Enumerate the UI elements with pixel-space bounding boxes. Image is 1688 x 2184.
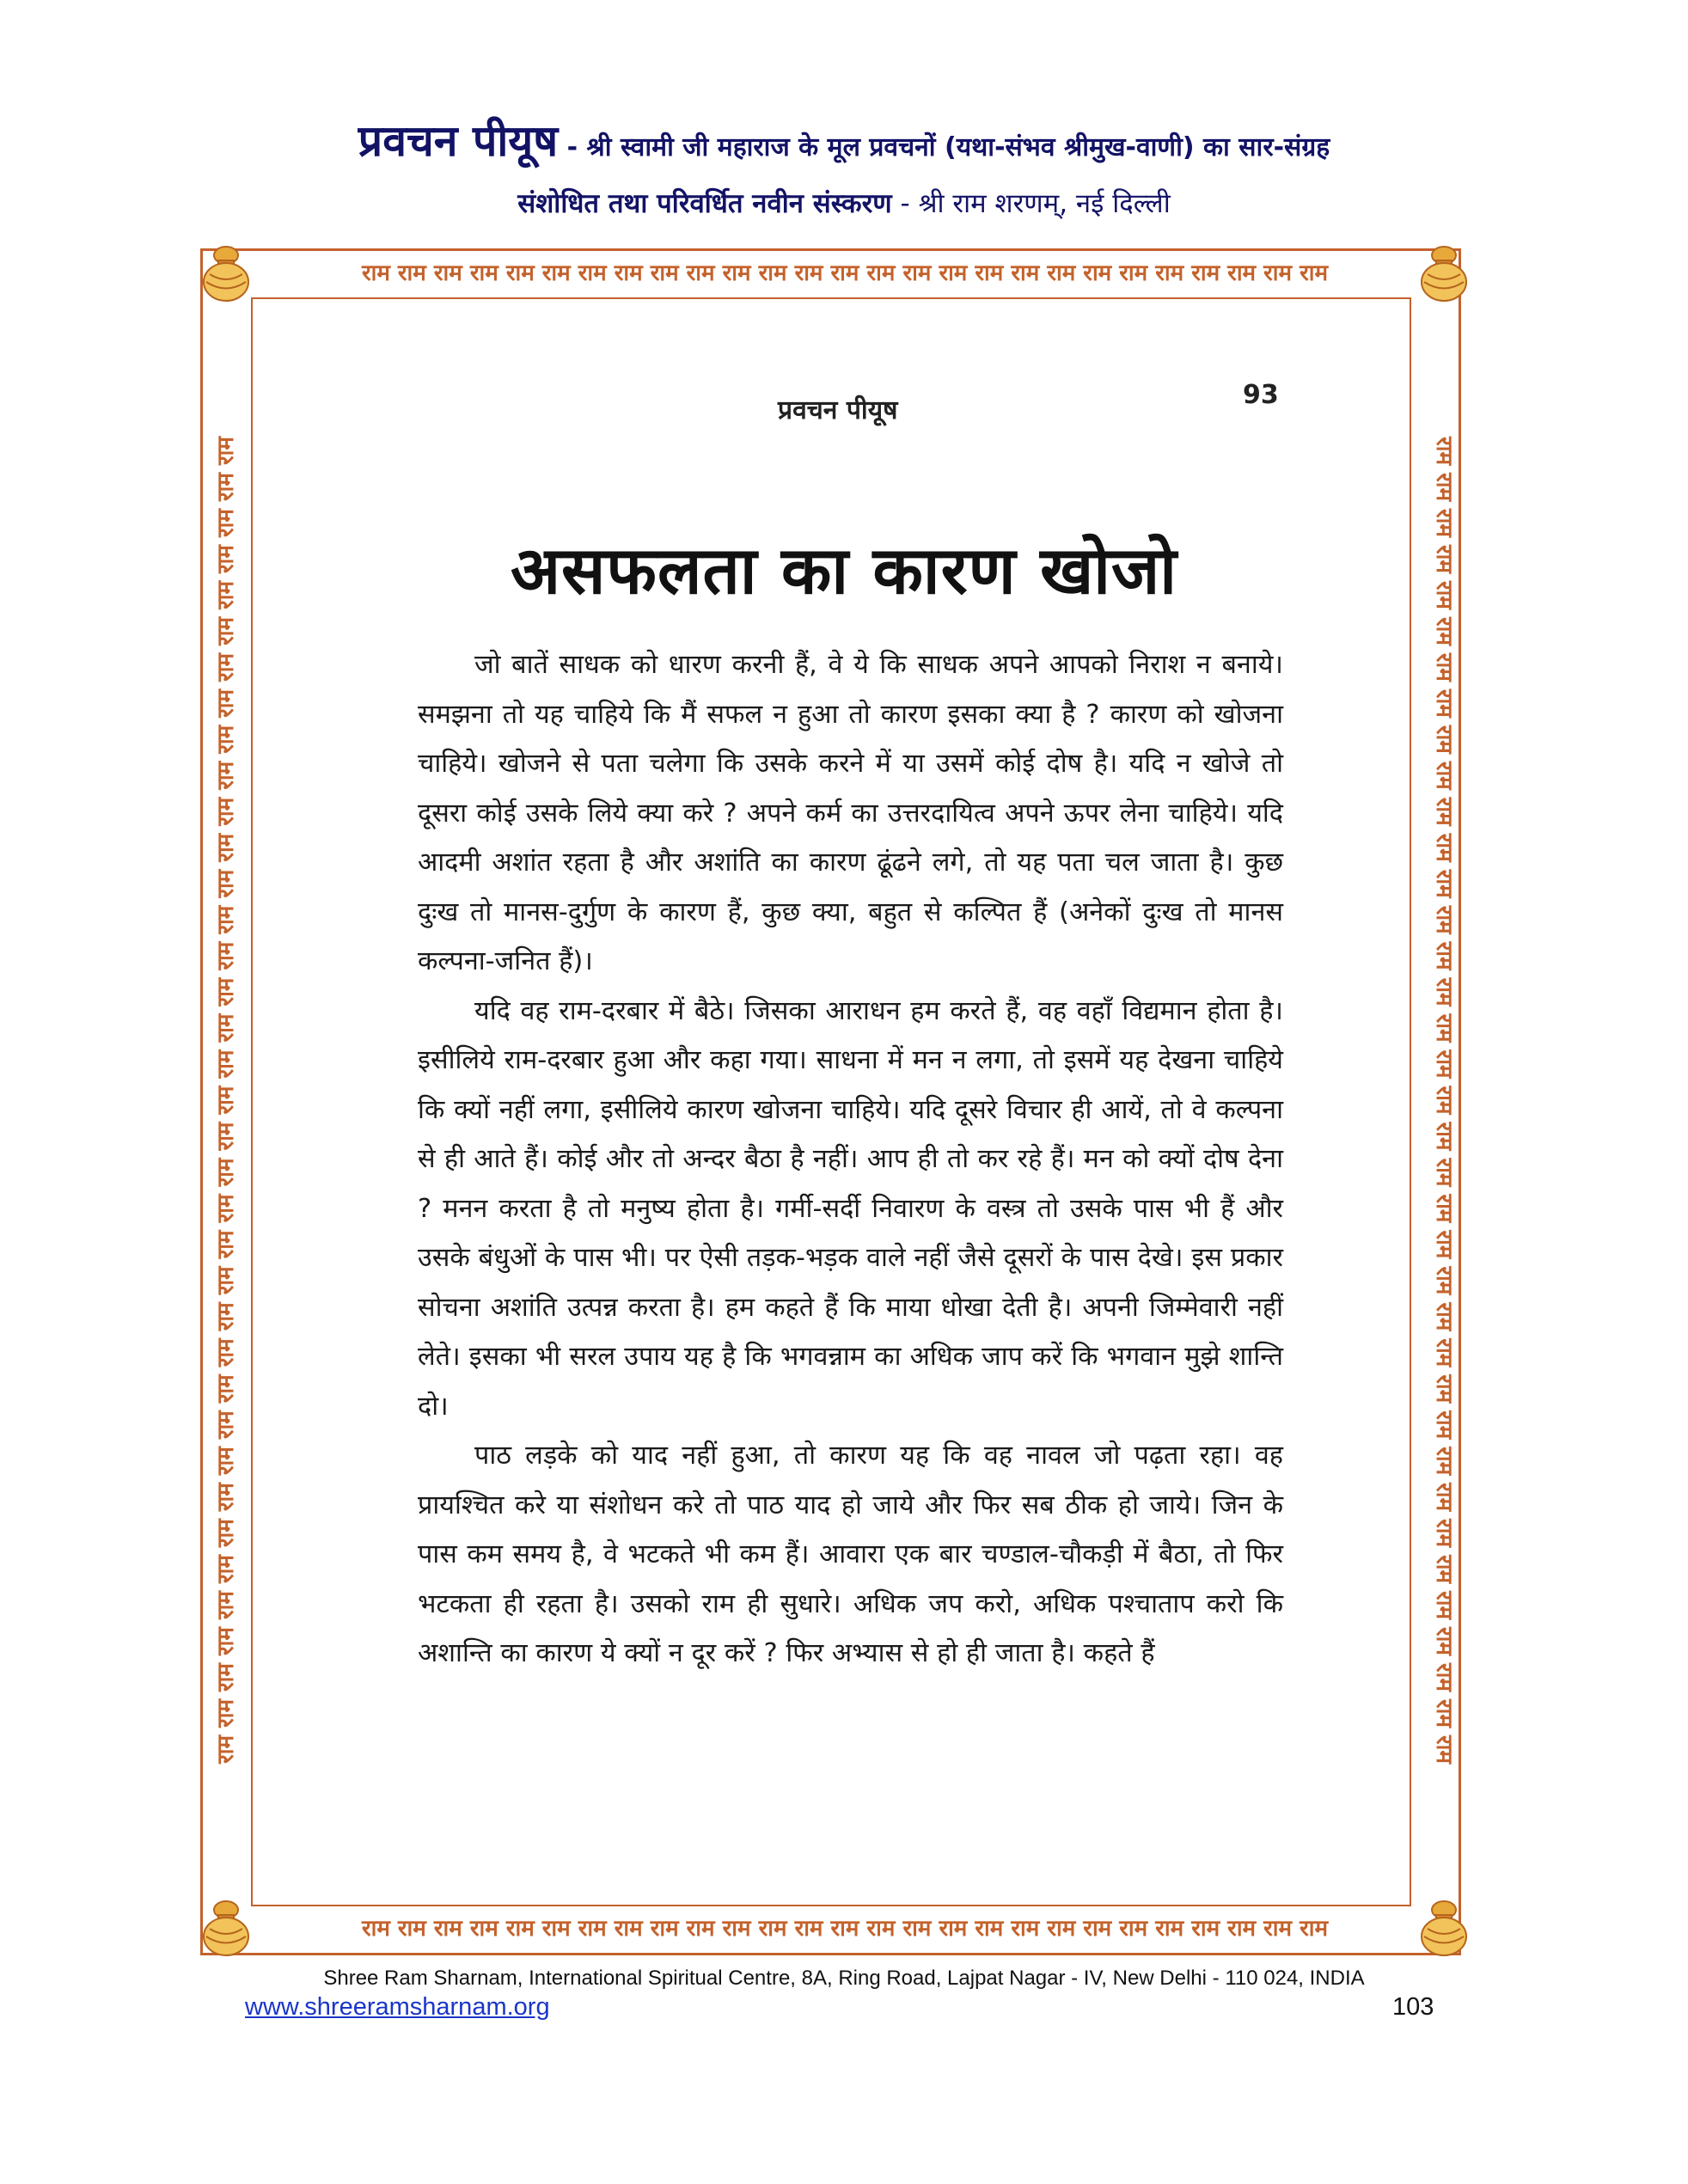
header-subtitle: - श्री स्वामी जी महाराज के मूल प्रवचनों (यथा-संभव श्रीमुख-वाणी) का सार-संग्रह (558, 132, 1330, 162)
book-page-number: 93 (1243, 380, 1279, 410)
kalash-icon (1414, 243, 1474, 305)
body-text (418, 640, 1283, 1679)
border-text-bottom: राम राम राम राम राम राम राम राम राम राम राम राम राम राम राम राम राम राम राम राम राम राम राम राम राम राम राम (361, 1916, 1329, 1942)
border-text-top: राम राम राम राम राम राम राम राम राम राम राम राम राम राम राम राम राम राम राम राम राम राम राम राम राम राम राम (361, 260, 1329, 286)
kalash-icon (1414, 1898, 1474, 1960)
pdf-page-number: 103 (1392, 1993, 1434, 2021)
paragraph: जो बातें साधक को धारण करनी हैं, वे ये कि साधक अपने आपको निराश न बनाये। समझना तो यह चाहिये कि मैं सफल न हुआ तो कारण इसका क्या है ? कारण को खोजना चाहिये। खोजने से पता चलेगा कि उसके करने में या उसमें कोई दोष है। यदि न खोजे तो दूसरा कोई उसके लिये क्या करे ? अपने कर्म का उत्तरदायित्व अपने ऊपर लेना चाहिये। यदि आदमी अशांत रहता है और अशांति का कारण ढूंढने लगे, तो यह पता चल जाता है। कुछ दुःख तो मानस-दुर्गुण के कारण हैं, कुछ क्या, बहुत से कल्पित हैं (अनेकों दुःख तो मानस कल्पना-जनित हैं)। (418, 650, 1283, 976)
running-head: प्रवचन पीयूष (778, 395, 898, 425)
kalash-icon (196, 243, 256, 305)
edition-label: संशोधित तथा परिवर्धित नवीन संस्करण (517, 188, 892, 219)
chapter-title: असफलता का कारण खोजो (510, 532, 1177, 609)
border-text-left: राम राम राम राम राम राम राम राम राम राम राम राम राम राम राम राम राम राम राम राम राम राम राम राम राम राम राम राम राम राम राम राम राम राम राम राम राम (213, 437, 239, 1764)
kalash-icon (196, 1898, 256, 1960)
publisher-label: - श्री राम शरणम्, नई दिल्ली (891, 188, 1171, 219)
paragraph: यदि वह राम-दरबार में बैठे। जिसका आराधन हम करते हैं, वह वहाँ विद्यमान होता है। इसीलिये राम-दरबार हुआ और कहा गया। साधना में मन न लगा, तो इसमें यह देखना चाहिये कि क्यों नहीं लगा, इसीलिये कारण खोजना चाहिये। यदि दूसरे विचार ही आयें, तो वे कल्पना से ही आते हैं। कोई और तो अन्दर बैठा है नहीं। आप ही तो कर रहे हैं। मन को क्यों दोष देना ? मनन करता है तो मनुष्य होता है। गर्मी-सर्दी निवारण के वस्त्र तो उसके पास भी हैं और उसके बंधुओं के पास भी। पर ऐसी तड़क-भड़क वाले नहीं जैसे दूसरों के पास देखे। इस प्रकार सोचना अशांति उत्पन्न करता है। हम कहते हैं कि माया धोखा देती है। अपनी जिम्मेवारी नहीं लेते। इसका भी सरल उपाय यह है कि भगवन्नाम का अधिक जाप करें कि भगवान मुझे शान्ति दो। (418, 995, 1283, 1422)
header-line-2 (0, 185, 1688, 221)
paragraph: पाठ लड़के को याद नहीं हुआ, तो कारण यह कि वह नावल जो पढ़ता रहा। वह प्रायश्चित करे या संशोधन करे तो पाठ याद हो जाये और फिर सब ठीक हो जाये। जिन के पास कम समय है, वे भटकते भी कम हैं। आवारा एक बार चण्डाल-चौकड़ी में बैठा, तो फिर भटकता ही रहता है। उसको राम ही सुधारे। अधिक जप करो, अधिक पश्चाताप करो कि अशान्ति का कारण ये क्यों न दूर करें ? फिर अभ्यास से हो ही जाता है। कहते हैं (418, 1441, 1283, 1668)
website-link[interactable]: www.shreeramsharnam.org (245, 1993, 550, 2021)
footer-address: Shree Ram Sharnam, International Spiritual Centre, 8A, Ring Road, Lajpat Nagar - IV, New Delhi - 110 024, INDIA (323, 1967, 1365, 1990)
header-line-1 (0, 110, 1688, 168)
book-title: प्रवचन पीयूष (358, 116, 559, 166)
border-text-right: राम राम राम राम राम राम राम राम राम राम राम राम राम राम राम राम राम राम राम राम राम राम राम राम राम राम राम राम राम राम राम राम राम राम राम राम राम (1431, 437, 1457, 1764)
